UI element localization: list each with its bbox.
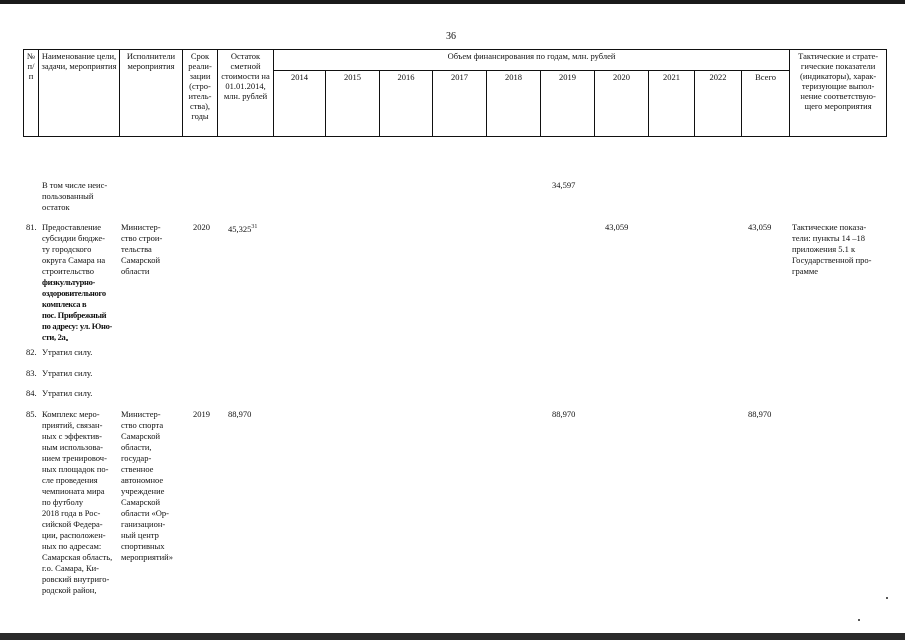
- header-term: Срок реали-зации (стро-итель-ства), годы: [183, 50, 218, 137]
- row-81-executor: Министер- ство строи- тельства Самарской области: [121, 222, 163, 276]
- row-82-number: 82.: [26, 347, 37, 357]
- row-81-number: 81.: [26, 222, 37, 232]
- scan-speck: [886, 597, 888, 599]
- header-name: Наименование цели, задачи, мероприятия: [39, 50, 120, 137]
- row-83-number: 83.: [26, 368, 37, 378]
- header-financing: Объем финансирования по годам, млн. рублей: [274, 50, 790, 71]
- row-85-term: 2019: [193, 409, 210, 419]
- row-85-2019: 88,970: [552, 409, 576, 419]
- scan-edge-bottom: [0, 633, 905, 640]
- header-indicators: Тактические и страте-гические показатели (индикаторы), харак-теризующие выпол-нение соответствую-щего мероприятия: [790, 50, 887, 137]
- row-81-indicators: Тактические показа- тели: пункты 14 –18 приложения 5.1 к Государственной про- грамме: [792, 222, 872, 276]
- row-85-total: 88,970: [748, 409, 772, 419]
- row-82-text: Утратил силу.: [42, 347, 93, 357]
- row-84-number: 84.: [26, 388, 37, 398]
- header-remaining-cost: Остаток сметной стоимости на 01.01.2014, млн. рублей: [218, 50, 274, 137]
- unused-remainder-label: В том числе неис- пользованный остаток: [42, 180, 108, 212]
- header-year-2018: 2018: [487, 70, 541, 136]
- unused-remainder-2019: 34,597: [552, 180, 576, 190]
- row-83-text: Утратил силу.: [42, 368, 93, 378]
- row-85-remaining: 88,970: [228, 409, 252, 419]
- header-year-2021: 2021: [649, 70, 695, 136]
- header-table: [23, 49, 887, 137]
- page-number: 36: [446, 31, 456, 42]
- row-81-term: 2020: [193, 222, 210, 232]
- scan-speck: [858, 619, 860, 621]
- row-81-name: Предоставление субсидии бюдже- ту городского округа Самара на строительство: [42, 222, 106, 276]
- row-81-remaining: 45,325$^{31}$: [228, 223, 258, 234]
- header-year-2016: 2016: [380, 70, 433, 136]
- row-85-number: 85.: [26, 409, 37, 419]
- row-81-2020: 43,059: [605, 222, 629, 232]
- scan-speck: [66, 339, 68, 341]
- header-num: № п/п: [24, 50, 39, 137]
- header-total: Всего: [742, 70, 790, 136]
- header-year-2014: 2014: [274, 70, 326, 136]
- row-81-total: 43,059: [748, 222, 772, 232]
- row-81-name-cont: физкультурно- оздоровительного комплекса в пос. Прибрежный по адресу: ул. Юно- сти, 2а: [42, 277, 113, 342]
- header-year-2017: 2017: [433, 70, 487, 136]
- header-year-2019: 2019: [541, 70, 595, 136]
- row-84-text: Утратил силу.: [42, 388, 93, 398]
- header-year-2022: 2022: [695, 70, 742, 136]
- row-85-executor: Министер- ство спорта Самарской области, государ- ственное автономное учреждение Самарской области «Ор- ганизацион- ный центр спортивных мероприятий»: [121, 409, 173, 562]
- scan-edge-top: [0, 0, 905, 4]
- header-year-2015: 2015: [326, 70, 380, 136]
- row-85-name: Комплекс меро- приятий, связан- ных с эффектив- ным использова- нием тренировоч- ных площадок по- сле проведения чемпионата мира по футболу 2018 года в Рос- сийской Федера- ции, расположен- ных по адресам: Самарская область, г.о. Самара, Ки- ровский внутриго- родской район,: [42, 409, 113, 595]
- header-executors: Исполнители мероприятия: [120, 50, 183, 137]
- header-year-2020: 2020: [595, 70, 649, 136]
